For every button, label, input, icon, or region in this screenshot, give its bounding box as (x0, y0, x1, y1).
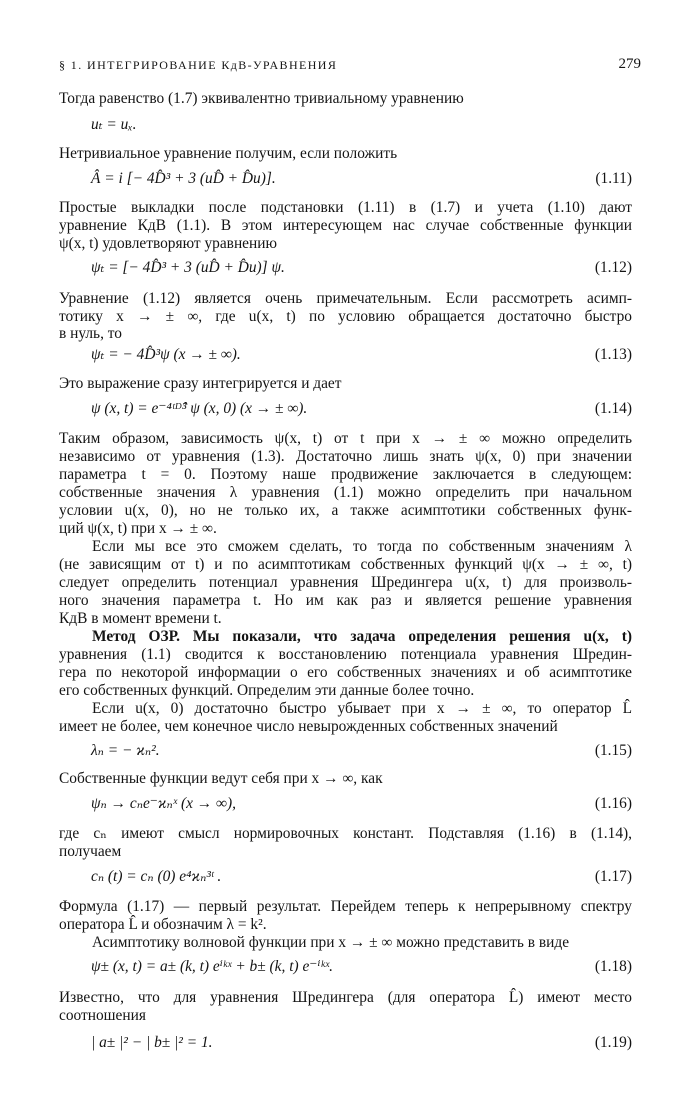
text-line: ций ψ(x, t) при x → ± ∞. (59, 520, 217, 537)
equation: | a± |² − | b± |² = 1. (91, 1034, 213, 1051)
text-line: собственные значения λ уравнения (1.1) можно определить при начальном (59, 484, 632, 501)
equation-number: (1.18) (594, 958, 632, 975)
equation-number: (1.14) (594, 400, 632, 417)
text-line: Это выражение сразу интегрируется и дает (59, 375, 342, 392)
equation-number: (1.15) (594, 742, 632, 759)
equation: Â = i [− 4D̂³ + 3 (uD̂ + D̂u)]. (91, 170, 276, 187)
text-line: (не зависящим от t) и по асимптотикам собственных функций ψ(x → ± ∞, t) (59, 556, 632, 573)
text-line: Асимптотику волновой функции при x → ± ∞ можно представить в виде (92, 934, 570, 951)
text-line: параметра t = 0. Поэтому наше продвижение заключается в следующем: (59, 466, 632, 483)
text-line: Тогда равенство (1.7) эквивалентно тривиальному уравнению (59, 90, 464, 107)
equation: cₙ (t) = cₙ (0) e⁴ϰₙ³ᵗ . (91, 868, 222, 885)
text-line: оператора L̂ и обозначим λ = k². (59, 916, 267, 933)
text-line: Если мы все это сможем сделать, то тогда по собственным значениям λ (92, 538, 632, 555)
text-line: Таким образом, зависимость ψ(x, t) от t при x → ± ∞ можно определить (59, 430, 632, 447)
text-line: соотношения (59, 1007, 146, 1024)
equation: uₜ = uₓ. (91, 116, 137, 133)
text-line: тотику x → ± ∞, где u(x, t) по условию обращается достаточно быстро (59, 308, 632, 325)
equation-number: (1.13) (594, 346, 632, 363)
text-line: уравнения (1.1) сводится к восстановлению потенциала уравнения Шредин- (59, 646, 632, 663)
text-line: гера по некоторой информации о его собственных значениях и об асимптотике (59, 664, 632, 681)
equation-line (91, 795, 632, 813)
equation-line (91, 400, 632, 418)
text-line: Формула (1.17) — первый результат. Перейдем теперь к непрерывному спектру (59, 898, 632, 915)
equation: ψₜ = − 4D̂³ψ (x → ± ∞). (91, 346, 241, 363)
text-line: Уравнение (1.12) является очень примечательным. Если рассмотреть асимп- (59, 290, 632, 307)
text-line: получаем (59, 843, 122, 860)
text-line: уравнение КдВ (1.1). В этом интересующем нас случае собственные функции (59, 217, 632, 234)
equation-number: (1.19) (594, 1034, 632, 1051)
text-line: ного значения параметра t. Но им как раз и является решение уравнения (59, 592, 632, 609)
text-line: Метод ОЗР. Мы показали, что задача определения решения u(x, t) (92, 628, 632, 645)
equation-number: (1.16) (594, 795, 632, 812)
equation-line (91, 868, 632, 886)
equation-number: (1.12) (594, 259, 632, 276)
equation: ψ± (x, t) = a± (k, t) eⁱᵏˣ + b± (k, t) e⁻ⁱᵏˣ. (91, 958, 334, 975)
equation-line (91, 742, 632, 760)
text-line: Нетривиальное уравнение получим, если положить (59, 145, 398, 162)
page-number: 279 (618, 56, 641, 72)
equation-number: (1.17) (594, 868, 632, 885)
equation-line (91, 116, 632, 134)
running-header (59, 58, 641, 78)
equation: ψₙ → cₙe⁻ϰₙˣ (x → ∞), (91, 795, 236, 812)
text-line: где cₙ имеют смысл нормировочных констант. Подставляя (1.16) в (1.14), (59, 825, 632, 842)
text-line: следует определить потенциал уравнения Шредингера u(x, t) для произволь- (59, 574, 632, 591)
equation-number: (1.11) (595, 170, 632, 187)
section-title: § 1. ИНТЕГРИРОВАНИЕ КдВ-УРАВНЕНИЯ (59, 58, 338, 72)
text-line: условии u(x, 0), но не только их, а также асимптотики собственных функ- (59, 502, 632, 519)
text-line: Известно, что для уравнения Шредингера (для оператора L̂) имеют место (59, 989, 632, 1006)
text-line: в нуль, то (59, 325, 122, 342)
equation-line (91, 1034, 632, 1052)
text-line: имеет не более, чем конечное число невырожденных собственных значений (59, 718, 558, 735)
equation-line (91, 958, 632, 976)
text-line: Простые выкладки после подстановки (1.11) в (1.7) и учета (1.10) дают (59, 199, 632, 216)
equation-line (91, 170, 632, 188)
text-line: его собственных функций. Определим эти данные более точно. (59, 682, 475, 699)
equation-line (91, 346, 632, 364)
text-line: ψ(x, t) удовлетворяют уравнению (59, 235, 277, 252)
equation-line (91, 259, 632, 277)
equation: λₙ = − ϰₙ². (91, 742, 160, 759)
text-line: независимо от уравнения (1.3). Достаточно лишь знать ψ(x, 0) при значении (59, 448, 632, 465)
text-line: КдВ в момент времени t. (59, 610, 222, 627)
text-line: Если u(x, 0) достаточно быстро убывает при x → ± ∞, то оператор L̂ (92, 700, 632, 717)
text-line: Собственные функции ведут себя при x → ∞, как (59, 770, 383, 787)
equation: ψ (x, t) = e⁻⁴ᵗᴰ̂³ ψ (x, 0) (x → ± ∞). (91, 400, 308, 417)
equation: ψₜ = [− 4D̂³ + 3 (uD̂ + D̂u)] ψ. (91, 259, 285, 276)
